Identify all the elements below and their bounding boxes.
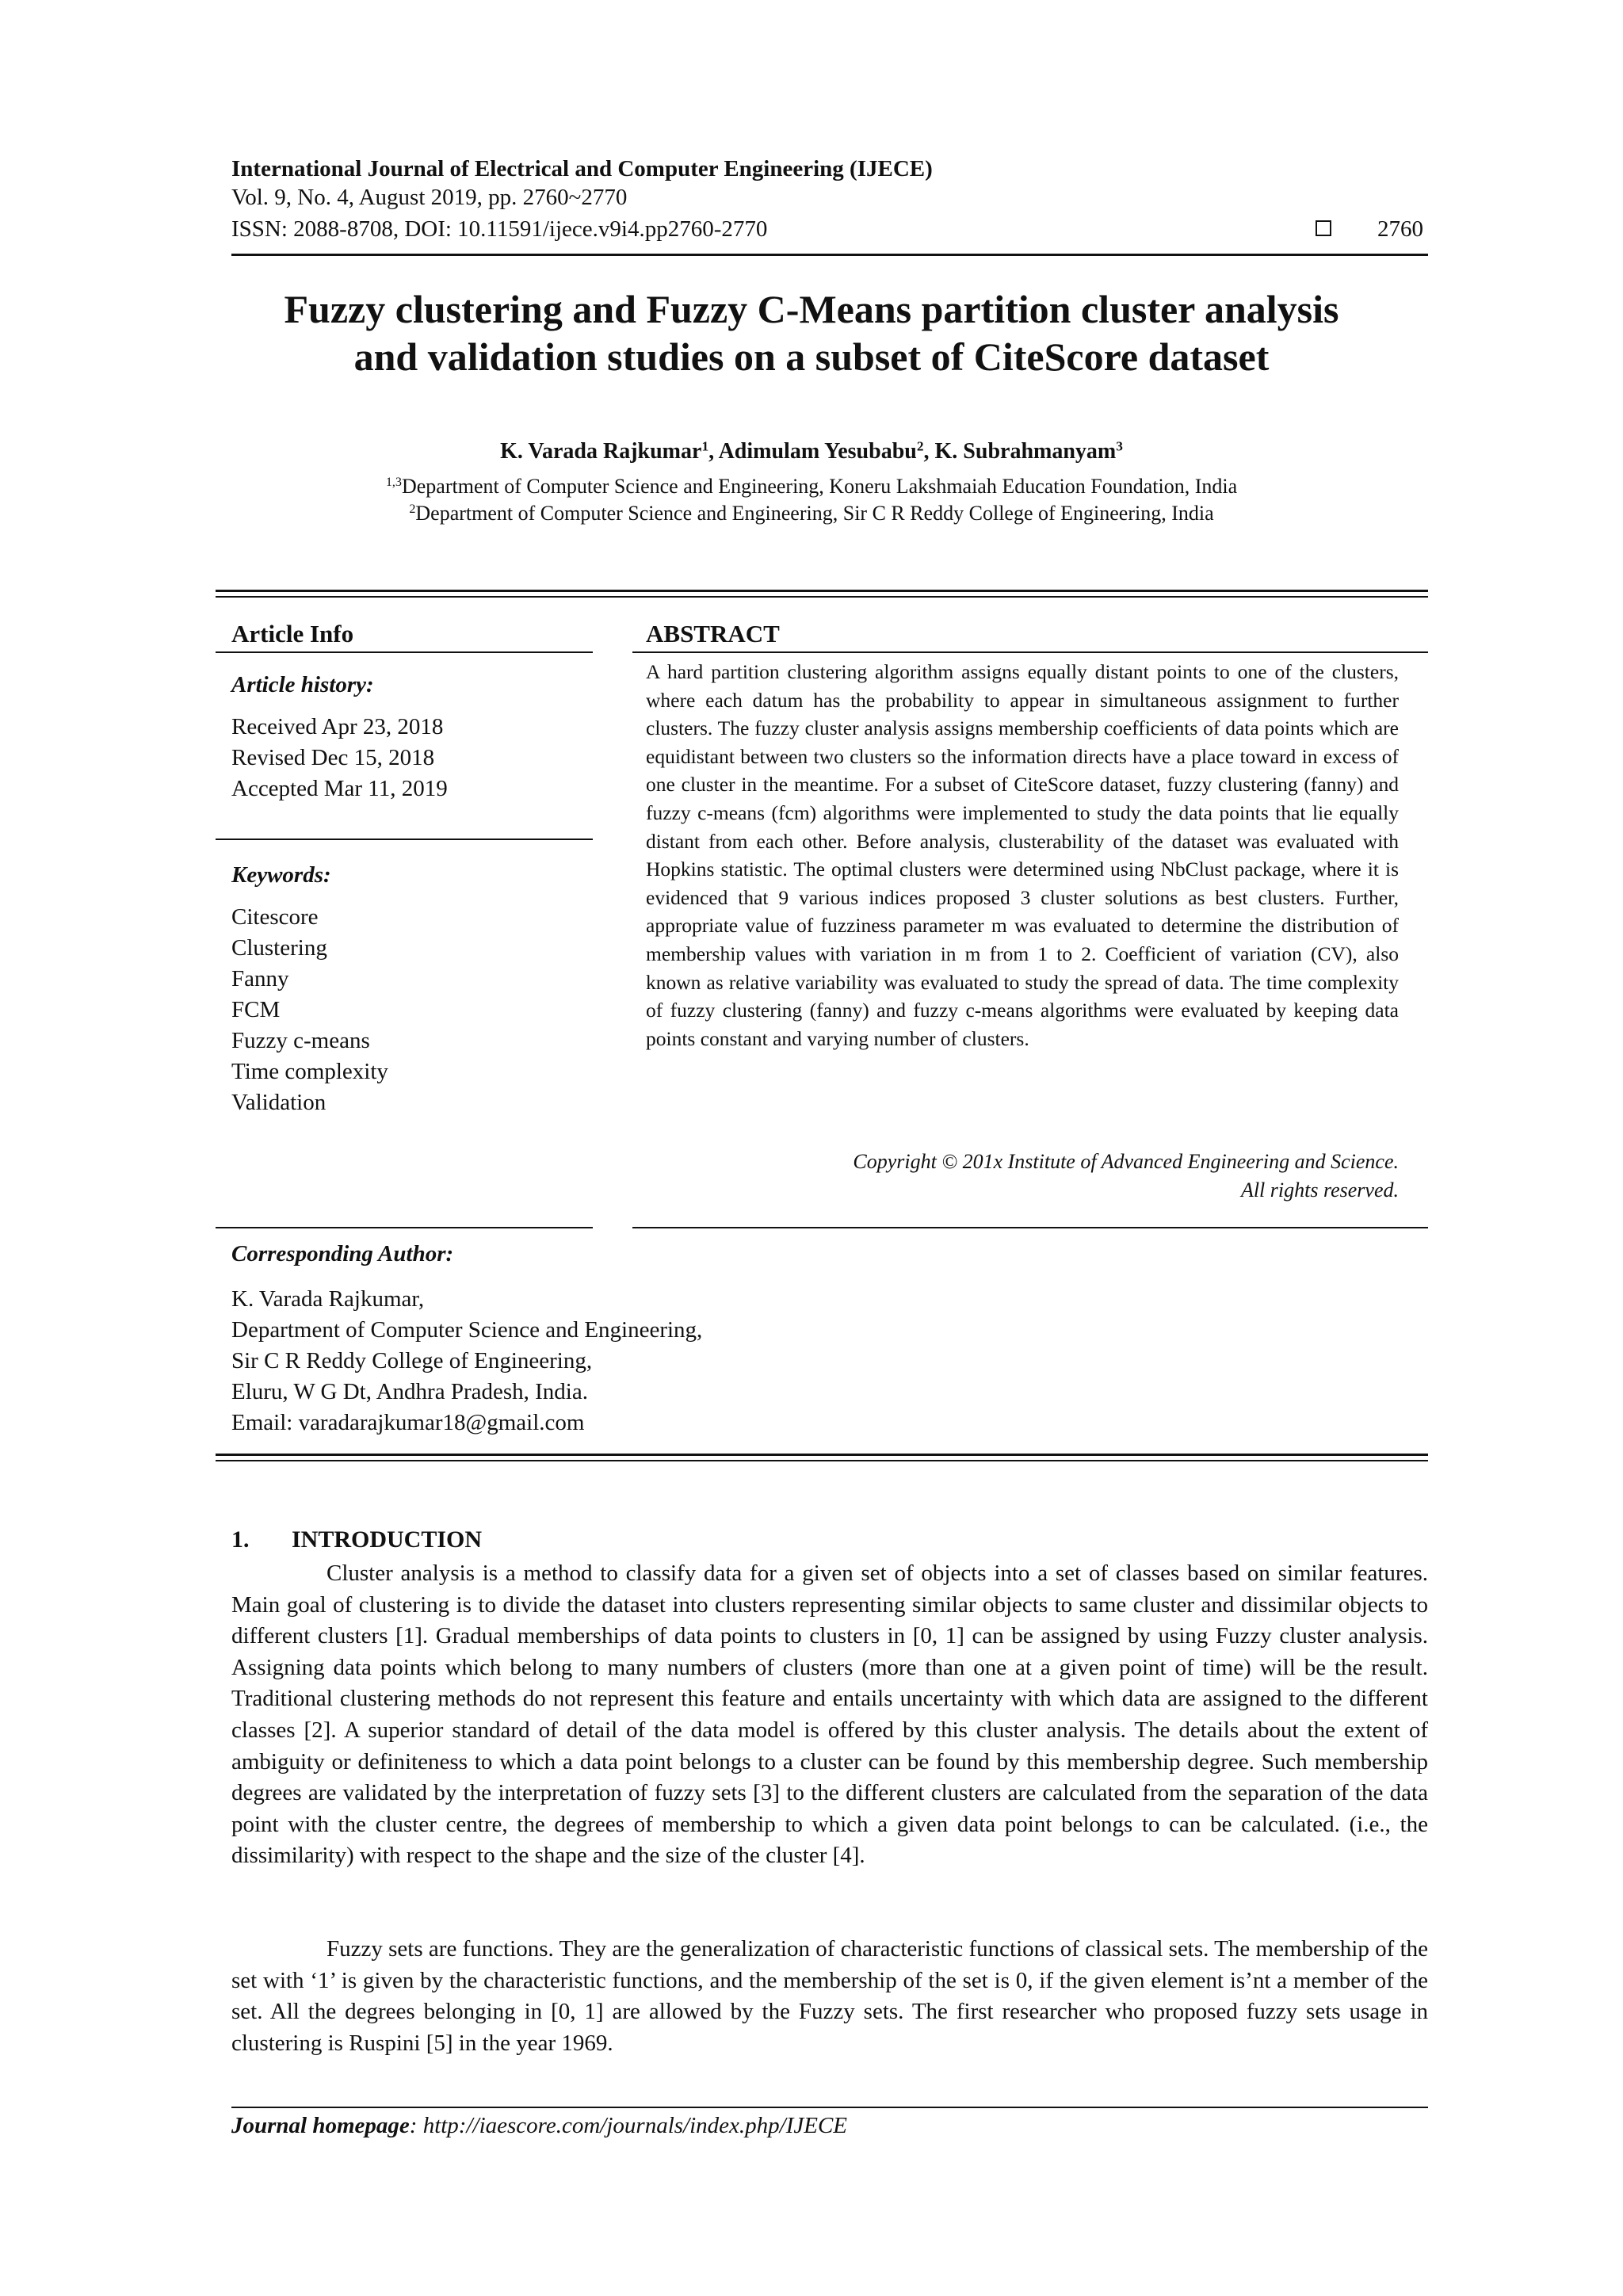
copyright-line-1: Copyright © 201x Institute of Advanced Engineering and Science. bbox=[853, 1150, 1399, 1173]
article-info-bottom-rule bbox=[216, 1227, 593, 1228]
homepage-url[interactable]: : http://iaescore.com/journals/index.php/IJECE bbox=[409, 2113, 848, 2138]
journal-homepage bbox=[231, 2111, 847, 2140]
affiliation-1-text: Department of Computer Science and Engineering, Koneru Lakshmaiah Education Foundation, India bbox=[401, 475, 1238, 498]
keyword-item: Citescore bbox=[231, 904, 319, 930]
section-rule-bottom bbox=[216, 1454, 1428, 1456]
copyright-line-2: All rights reserved. bbox=[1240, 1179, 1399, 1201]
footer-rule bbox=[231, 2107, 1428, 2108]
abstract-heading: ABSTRACT bbox=[646, 620, 780, 648]
article-history-heading: Article history: bbox=[231, 672, 374, 697]
corresponding-address: Eluru, W G Dt, Andhra Pradesh, India. bbox=[231, 1379, 588, 1404]
author-2-sup: 2 bbox=[916, 438, 924, 454]
paragraph-text: Fuzzy sets are functions. They are the generalization of characteristic functions of classical sets. The membership of the set with ‘1’ is given by the characteristic functions, and the membership of the set is 0, if the given element is’nt a member of the set. All the degrees belonging in [0, 1] are allowed by the Fuzzy sets. The first researcher who proposed fuzzy sets usage in clustering is Ruspini [5] in the year 1969. bbox=[231, 1936, 1428, 2056]
keyword-item: Fuzzy c-means bbox=[231, 1028, 370, 1053]
author-1-sup: 1 bbox=[701, 438, 709, 454]
keywords-heading: Keywords: bbox=[231, 862, 331, 888]
paragraph-text: Cluster analysis is a method to classify data for a given set of objects into a set of classes based on similar features. Main goal of clustering is to divide the dataset into clusters representing similar objects to same cluster and dissimilar objects to different clusters [1]. Gradual memberships of data points to clusters in [0, 1] can be assigned by using Fuzzy cluster analysis. Assigning data points which belong to many numbers of clusters (more than one at a given point of time) will be the result. Traditional clustering methods do not represent this feature and entails uncertainty with which data are assigned to the different classes [2]. A superior standard of detail of the data model is offered by this cluster analysis. The details about the extent of ambiguity or definiteness to which a data point belongs to a cluster can be found by this membership degree. Such membership degrees are validated by the interpretation of fuzzy sets [3] to the different clusters are calculated from the separation of the data point with the cluster centre, the degrees of membership to which a given data point belongs to can be calculated. (i.e., the dissimilarity) with respect to the shape and the size of the cluster [4]. bbox=[231, 1561, 1428, 1869]
affiliation-2-sup: 2 bbox=[409, 502, 416, 517]
corresponding-dept: Department of Computer Science and Engineering, bbox=[231, 1317, 703, 1343]
keyword-item: FCM bbox=[231, 997, 281, 1022]
history-received: Received Apr 23, 2018 bbox=[231, 714, 444, 739]
copyright-notice bbox=[646, 1148, 1399, 1205]
affiliation-2-text: Department of Computer Science and Engineering, Sir C R Reddy College of Engineering, India bbox=[415, 502, 1214, 525]
keyword-item: Validation bbox=[231, 1090, 327, 1115]
section-number: 1. bbox=[231, 1526, 250, 1553]
page-number: 2760 bbox=[1377, 216, 1423, 242]
article-info-rule bbox=[216, 651, 593, 653]
section-rule-top-thin bbox=[216, 596, 1428, 598]
keyword-item: Time complexity bbox=[231, 1059, 388, 1084]
section-rule-bottom-thin bbox=[216, 1460, 1428, 1461]
corresponding-email: Email: varadarajkumar18@gmail.com bbox=[231, 1410, 585, 1435]
keyword-item: Fanny bbox=[231, 966, 289, 991]
abstract-text: A hard partition clustering algorithm assigns equally distant points to one of the clusters, where each datum has the probability to appear in simultaneous assignment to further clusters. The fuzzy cluster analysis assigns membership coefficients of data points which are equidistant between two clusters so the information directs have a place toward in excess of one cluster in the meantime. For a subset of CiteScore dataset, fuzzy clustering (fanny) and fuzzy c-means (fcm) algorithms were implemented to study the data points that lie equally distant from each other. Before analysis, clusterability of the dataset was evaluated with Hopkins statistic. The optimal clusters were determined using NbClust package, where it is evidenced that 9 various indices proposed 3 cluster solutions as best clusters. Further, appropriate value of fuzziness parameter m was evaluated to determine the distribution of membership values with variation in m from 1 to 2. Coefficient of variation (CV), also known as relative variability was evaluated to study the spread of data. The time complexity of fuzzy clustering (fanny) and fuzzy c-means algorithms were evaluated by keeping data points constant and varying number of clusters. bbox=[646, 660, 1399, 1050]
introduction-paragraph-2 bbox=[231, 1934, 1428, 2059]
author-1: K. Varada Rajkumar bbox=[500, 439, 702, 464]
affiliation-1-sup: 1,3 bbox=[385, 476, 402, 490]
author-2: , Adimulam Yesubabu bbox=[708, 439, 917, 464]
title-line-1: Fuzzy clustering and Fuzzy C-Means partition cluster analysis bbox=[284, 287, 1339, 331]
corresponding-author-heading: Corresponding Author: bbox=[231, 1241, 454, 1266]
article-info-heading: Article Info bbox=[231, 620, 354, 648]
abstract-bottom-rule bbox=[632, 1227, 1428, 1228]
section-title: INTRODUCTION bbox=[292, 1526, 483, 1553]
journal-issn-doi: ISSN: 2088-8708, DOI: 10.11591/ijece.v9i4.pp2760-2770 bbox=[231, 216, 768, 242]
affiliation-1 bbox=[158, 474, 1465, 499]
introduction-paragraph-1 bbox=[231, 1558, 1428, 1872]
corresponding-college: Sir C R Reddy College of Engineering, bbox=[231, 1348, 593, 1373]
journal-volume: Vol. 9, No. 4, August 2019, pp. 2760~2770 bbox=[231, 185, 628, 210]
affiliation-2 bbox=[158, 501, 1465, 526]
section-rule-top bbox=[216, 590, 1428, 592]
journal-name: International Journal of Electrical and Computer Engineering (IJECE) bbox=[231, 156, 933, 181]
abstract-rule bbox=[632, 651, 1428, 653]
keyword-list bbox=[231, 902, 388, 1118]
corresponding-name: K. Varada Rajkumar, bbox=[231, 1286, 425, 1312]
homepage-label: Journal homepage bbox=[231, 2113, 410, 2138]
author-3-sup: 3 bbox=[1116, 438, 1123, 454]
title-line-2: and validation studies on a subset of CiteScore dataset bbox=[353, 334, 1270, 379]
introduction-heading bbox=[231, 1526, 482, 1554]
checkbox-square-icon bbox=[1316, 220, 1331, 236]
header-rule bbox=[231, 254, 1428, 256]
history-accepted: Accepted Mar 11, 2019 bbox=[231, 776, 448, 801]
history-revised: Revised Dec 15, 2018 bbox=[231, 745, 435, 770]
author-list bbox=[158, 438, 1465, 465]
author-3: , K. Subrahmanyam bbox=[923, 439, 1117, 464]
keyword-item: Clustering bbox=[231, 935, 327, 961]
history-rule bbox=[216, 839, 593, 840]
paper-title bbox=[158, 285, 1465, 380]
corresponding-author-details bbox=[231, 1284, 702, 1438]
